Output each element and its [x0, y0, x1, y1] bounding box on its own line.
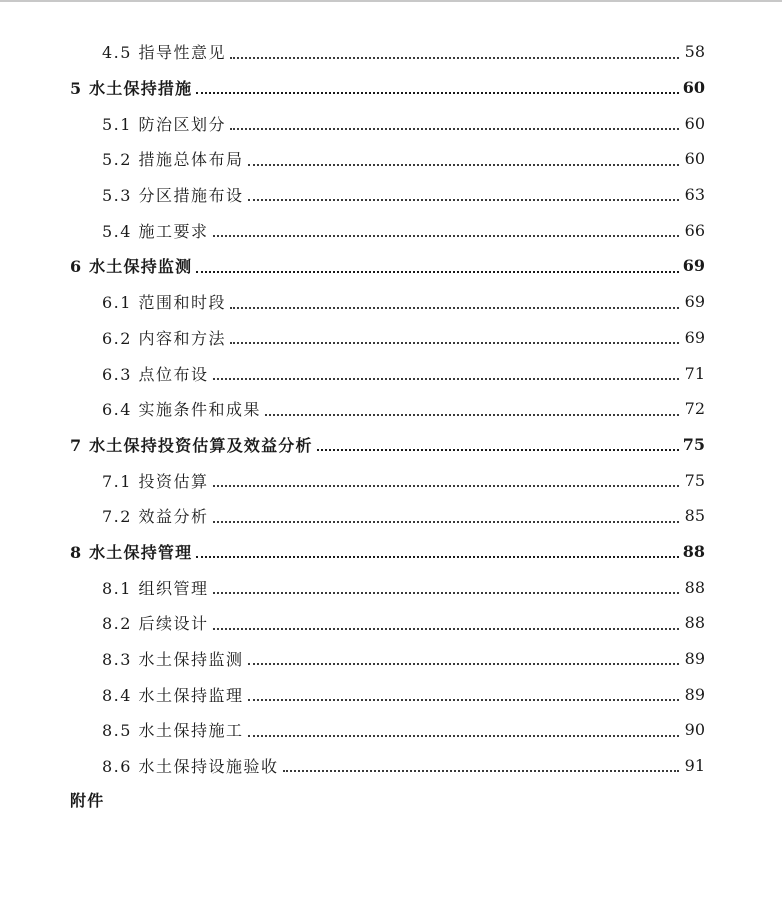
toc-entry-title: 7.1 投资估算	[102, 471, 209, 491]
toc-entry-title: 8 水土保持管理	[70, 542, 193, 562]
toc-dot-leader	[230, 127, 679, 130]
toc-dot-leader	[213, 484, 679, 487]
toc-page-number: 88	[684, 577, 705, 597]
toc-dot-leader	[230, 56, 679, 59]
toc-entry-title: 8.2 后续设计	[102, 614, 209, 634]
toc-dot-leader	[213, 377, 679, 380]
toc-dot-leader	[248, 734, 679, 737]
toc-chapter-entry[interactable]	[0, 248, 705, 284]
toc-section-entry[interactable]	[0, 105, 705, 141]
toc-dot-leader	[196, 91, 678, 94]
toc-dot-leader	[196, 555, 678, 558]
toc-page-number: 91	[684, 756, 705, 776]
toc-dot-leader	[248, 198, 679, 201]
toc-entry-title: 6 水土保持监测	[70, 257, 193, 277]
toc-entry-title: 5.2 措施总体布局	[102, 150, 244, 170]
toc-dot-leader	[213, 591, 679, 594]
toc-page-number: 89	[684, 684, 705, 704]
toc-entry-title: 7.2 效益分析	[102, 507, 209, 527]
toc-dot-leader	[317, 448, 679, 451]
toc-section-entry[interactable]	[0, 391, 705, 427]
toc-entry-title: 6.4 实施条件和成果	[102, 400, 262, 420]
toc-entry-title: 8.6 水土保持设施验收	[102, 757, 279, 777]
toc-section-entry[interactable]	[0, 462, 705, 498]
toc-entry-title: 5.1 防治区划分	[102, 114, 227, 134]
toc-page-number: 66	[684, 220, 705, 240]
toc-dot-leader	[248, 163, 679, 166]
toc-dot-leader	[248, 662, 679, 665]
toc-page-number: 60	[684, 149, 705, 169]
toc-section-entry[interactable]	[0, 712, 705, 748]
toc-page-number: 75	[682, 434, 705, 454]
table-of-contents	[0, 34, 782, 783]
toc-dot-leader	[196, 270, 678, 273]
toc-section-entry[interactable]	[0, 34, 705, 70]
toc-section-entry[interactable]	[0, 569, 705, 605]
toc-entry-title: 4.5 指导性意见	[102, 43, 227, 63]
toc-entry-title: 5 水土保持措施	[70, 79, 193, 99]
toc-section-entry[interactable]	[0, 212, 705, 248]
toc-dot-leader	[248, 698, 679, 701]
toc-section-entry[interactable]	[0, 605, 705, 641]
toc-page-number: 85	[684, 506, 705, 526]
toc-dot-leader	[213, 234, 679, 237]
toc-entry-title: 6.1 范围和时段	[102, 293, 227, 313]
toc-page-number: 58	[684, 42, 705, 62]
toc-entry-title: 8.3 水土保持监测	[102, 650, 244, 670]
toc-chapter-entry[interactable]	[0, 70, 705, 106]
toc-entry-title: 5.3 分区措施布设	[102, 186, 244, 206]
toc-dot-leader	[230, 306, 679, 309]
toc-page-number: 72	[684, 399, 705, 419]
toc-page-number: 71	[684, 363, 705, 383]
toc-chapter-entry[interactable]	[0, 534, 705, 570]
toc-entry-title: 8.4 水土保持监理	[102, 685, 244, 705]
toc-page-number: 63	[684, 185, 705, 205]
toc-section-entry[interactable]	[0, 355, 705, 391]
toc-dot-leader	[213, 520, 679, 523]
toc-entry-title: 7 水土保持投资估算及效益分析	[70, 435, 313, 455]
toc-page-number: 89	[684, 649, 705, 669]
toc-page-number: 90	[684, 720, 705, 740]
toc-page-number: 60	[684, 113, 705, 133]
appendix-heading[interactable]: 附件	[70, 791, 105, 810]
toc-dot-leader	[213, 627, 679, 630]
toc-section-entry[interactable]	[0, 498, 705, 534]
toc-section-entry[interactable]	[0, 320, 705, 356]
toc-dot-leader	[283, 769, 679, 772]
toc-section-entry[interactable]	[0, 748, 705, 784]
toc-page-number: 69	[682, 256, 705, 276]
page-top-border	[0, 0, 782, 2]
toc-section-entry[interactable]	[0, 284, 705, 320]
toc-entry-title: 8.5 水土保持施工	[102, 721, 244, 741]
toc-page-number: 88	[682, 541, 705, 561]
toc-section-entry[interactable]	[0, 641, 705, 677]
toc-section-entry[interactable]	[0, 141, 705, 177]
toc-page-number: 88	[684, 613, 705, 633]
toc-chapter-entry[interactable]	[0, 427, 705, 463]
toc-page-number: 69	[684, 292, 705, 312]
toc-section-entry[interactable]	[0, 177, 705, 213]
toc-entry-title: 5.4 施工要求	[102, 221, 209, 241]
toc-page-number: 75	[684, 470, 705, 490]
toc-entry-title: 6.2 内容和方法	[102, 328, 227, 348]
toc-entry-title: 8.1 组织管理	[102, 578, 209, 598]
toc-page-number: 60	[682, 78, 705, 98]
toc-dot-leader	[265, 413, 679, 416]
toc-entry-title: 6.3 点位布设	[102, 364, 209, 384]
toc-page-number: 69	[684, 327, 705, 347]
toc-dot-leader	[230, 341, 679, 344]
toc-section-entry[interactable]	[0, 676, 705, 712]
